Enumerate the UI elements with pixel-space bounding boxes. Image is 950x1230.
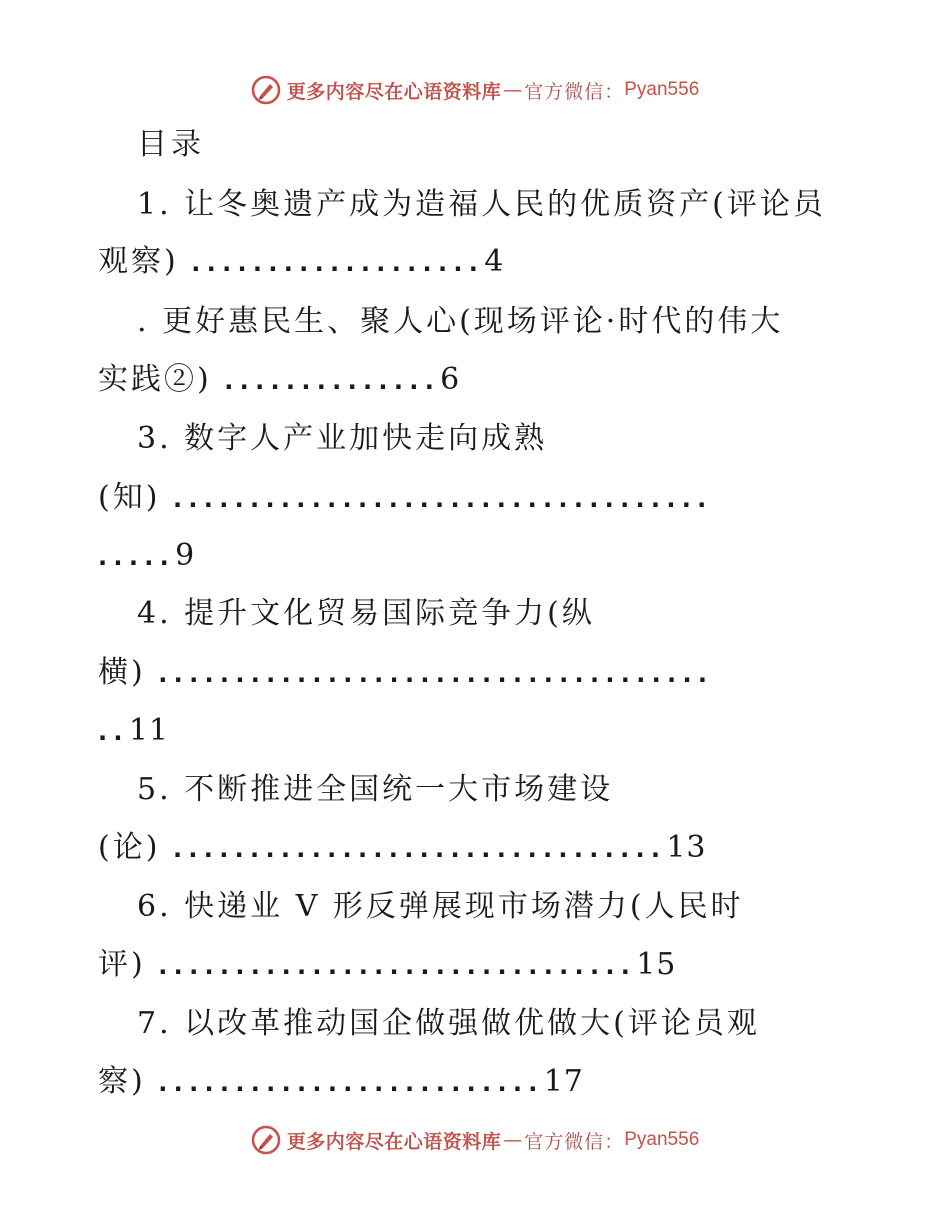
toc-entry-1[interactable] — [137, 185, 826, 225]
entry-leader-dots: ................... — [191, 249, 485, 277]
entry-leader-dots: ................................... — [172, 485, 713, 513]
entry-title-cont: 评) — [98, 947, 146, 982]
entry-title: 数字人产业加快走向成熟 — [184, 421, 548, 456]
toc-entry-6[interactable] — [137, 887, 744, 927]
toc-entry-1-cont[interactable] — [98, 242, 504, 282]
entry-leader-dots: ............................... — [158, 952, 637, 980]
entry-leader-dots: .. — [98, 718, 129, 746]
entry-title-cont: (知) — [98, 480, 161, 515]
entry-leader-dots: ..... — [98, 543, 176, 571]
toc-entry-5-cont[interactable] — [98, 828, 707, 868]
entry-number: 1. — [137, 187, 172, 222]
entry-leader-dots: ................................ — [172, 835, 667, 863]
watermark-site: 更多内容尽在心语资料库 — [286, 1130, 502, 1153]
header-watermark — [0, 70, 950, 110]
toc-entry-2-cont[interactable] — [98, 360, 460, 400]
entry-leader-dots: .................................... — [158, 660, 714, 688]
entry-title-cont: 察) — [98, 1064, 146, 1099]
toc-entry-3-cont[interactable] — [98, 478, 713, 518]
watermark-separator: — — [503, 1129, 523, 1151]
entry-leader-dots: .............. — [224, 367, 441, 395]
entry-title-cont: 观察) — [98, 244, 179, 279]
toc-entry-3[interactable] — [137, 419, 547, 459]
entry-number: 6. — [137, 889, 172, 924]
toc-title: 目录 — [137, 127, 205, 162]
entry-number: 3. — [137, 421, 172, 456]
entry-title-cont: (论) — [98, 830, 161, 865]
entry-number: . — [137, 304, 150, 339]
toc-entry-3-cont2[interactable] — [98, 536, 195, 576]
watermark-label: 官方微信： — [524, 1130, 625, 1153]
toc-entry-4-cont[interactable] — [98, 653, 713, 693]
pen-logo-icon — [251, 1125, 281, 1155]
entry-page-number: 15 — [636, 947, 677, 982]
entry-number: 5. — [137, 772, 172, 807]
entry-title-cont: 实践②) — [98, 362, 212, 397]
toc-entry-7-cont[interactable] — [98, 1062, 584, 1102]
watermark-site: 更多内容尽在心语资料库 — [286, 80, 502, 103]
footer-watermark — [0, 1120, 950, 1160]
watermark-label: 官方微信： — [524, 80, 625, 103]
toc-entry-6-cont[interactable] — [98, 945, 676, 985]
toc-entry-7[interactable] — [137, 1004, 760, 1044]
entry-title: 提升文化贸易国际竞争力(纵 — [184, 596, 595, 631]
pen-logo-icon — [251, 75, 281, 105]
entry-page-number: 4 — [484, 244, 505, 279]
watermark-account: Pyan556 — [624, 79, 700, 100]
watermark-account: Pyan556 — [624, 1129, 700, 1150]
entry-title-cont: 横) — [98, 655, 146, 690]
entry-title: 快递业 V 形反弹展现市场潜力(人民时 — [184, 889, 744, 924]
toc-entry-4-cont2[interactable] — [98, 711, 169, 751]
entry-leader-dots: ......................... — [158, 1069, 544, 1097]
entry-page-number: 13 — [666, 830, 707, 865]
entry-title: 更好惠民生、聚人心(现场评论·时代的伟大 — [162, 304, 784, 339]
toc-entry-5[interactable] — [137, 770, 613, 810]
entry-number: 7. — [137, 1006, 172, 1041]
watermark-separator: — — [503, 79, 523, 101]
toc-entry-4[interactable] — [137, 594, 595, 634]
entry-title: 以改革推动国企做强做优做大(评论员观 — [184, 1006, 760, 1041]
entry-page-number: 17 — [543, 1064, 584, 1099]
entry-title: 让冬奥遗产成为造福人民的优质资产(评论员 — [184, 187, 826, 222]
entry-page-number: 6 — [440, 362, 461, 397]
entry-page-number: 11 — [128, 713, 170, 748]
toc-entry-2[interactable] — [137, 302, 783, 342]
entry-page-number: 9 — [175, 538, 196, 573]
entry-number: 4. — [137, 596, 172, 631]
entry-title: 不断推进全国统一大市场建设 — [184, 772, 614, 807]
